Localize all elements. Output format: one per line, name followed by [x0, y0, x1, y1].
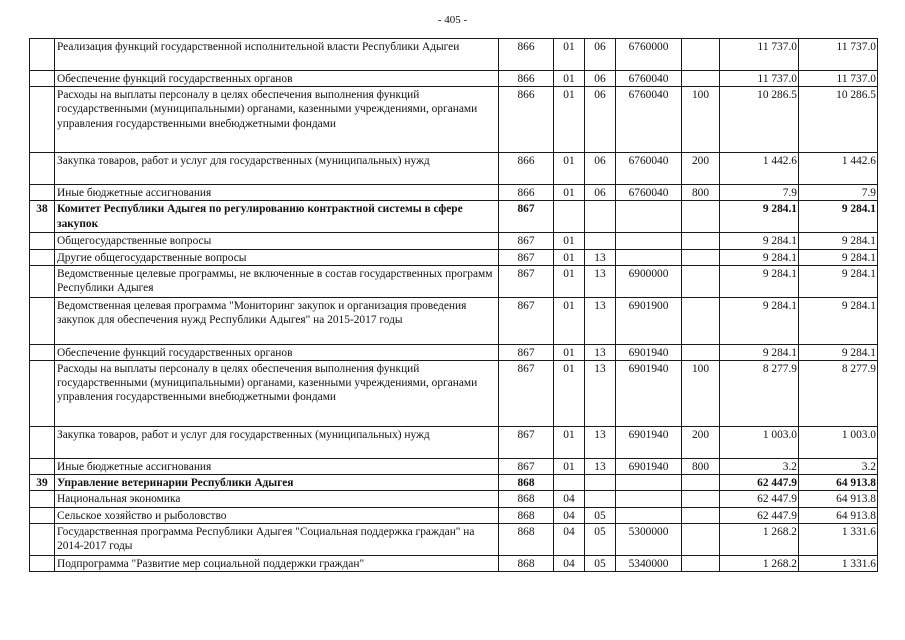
- cell-target-code: 6760040: [616, 153, 682, 185]
- cell-subsection-code: 13: [585, 427, 616, 459]
- cell-expense-type-code: 100: [682, 361, 720, 427]
- cell-sum-year-2: 1 331.6: [799, 523, 878, 555]
- cell-sum-year-2: 1 003.0: [799, 427, 878, 459]
- cell-subsection-code: 05: [585, 555, 616, 571]
- cell-target-code: 6760040: [616, 185, 682, 201]
- cell-subsection-code: 05: [585, 523, 616, 555]
- cell-subsection-code: 13: [585, 459, 616, 475]
- cell-ministry-code: 867: [499, 459, 554, 475]
- cell-number: [30, 39, 55, 71]
- table-row: [30, 233, 878, 249]
- cell-name: Ведомственные целевые программы, не включенные в состав государственных программ Республики Адыгея: [55, 265, 499, 297]
- cell-expense-type-code: 200: [682, 153, 720, 185]
- cell-name: Подпрограмма "Развитие мер социальной поддержки граждан": [55, 555, 499, 571]
- cell-subsection-code: [585, 475, 616, 491]
- cell-name: Закупка товаров, работ и услуг для государственных (муниципальных) нужд: [55, 153, 499, 185]
- cell-sum-year-1: 1 268.2: [720, 523, 799, 555]
- cell-target-code: [616, 491, 682, 507]
- cell-target-code: 6760000: [616, 39, 682, 71]
- cell-section-code: 04: [554, 555, 585, 571]
- cell-section-code: 04: [554, 507, 585, 523]
- cell-ministry-code: 866: [499, 39, 554, 71]
- cell-section-code: 04: [554, 491, 585, 507]
- cell-number: [30, 185, 55, 201]
- table-row: [30, 507, 878, 523]
- cell-sum-year-2: 9 284.1: [799, 297, 878, 344]
- cell-subsection-code: [585, 233, 616, 249]
- table-row: [30, 361, 878, 427]
- cell-subsection-code: 13: [585, 297, 616, 344]
- cell-name: Обеспечение функций государственных органов: [55, 344, 499, 360]
- cell-number: [30, 153, 55, 185]
- cell-sum-year-1: 1 268.2: [720, 555, 799, 571]
- table-row: [30, 185, 878, 201]
- cell-subsection-code: [585, 491, 616, 507]
- cell-subsection-code: 05: [585, 507, 616, 523]
- cell-sum-year-1: 1 003.0: [720, 427, 799, 459]
- cell-expense-type-code: [682, 475, 720, 491]
- cell-expense-type-code: [682, 555, 720, 571]
- cell-sum-year-2: 64 913.8: [799, 491, 878, 507]
- cell-ministry-code: 866: [499, 87, 554, 153]
- table-row: [30, 459, 878, 475]
- cell-expense-type-code: [682, 344, 720, 360]
- cell-number: 38: [30, 201, 55, 233]
- cell-name: Иные бюджетные ассигнования: [55, 459, 499, 475]
- cell-sum-year-2: 9 284.1: [799, 233, 878, 249]
- cell-number: [30, 507, 55, 523]
- cell-number: 39: [30, 475, 55, 491]
- cell-number: [30, 459, 55, 475]
- table-row: [30, 555, 878, 571]
- table-row: [30, 427, 878, 459]
- cell-sum-year-1: 11 737.0: [720, 71, 799, 87]
- cell-sum-year-2: 1 331.6: [799, 555, 878, 571]
- cell-number: [30, 344, 55, 360]
- cell-target-code: 6901900: [616, 297, 682, 344]
- cell-name: Управление ветеринарии Республики Адыгея: [55, 475, 499, 491]
- cell-ministry-code: 866: [499, 71, 554, 87]
- cell-subsection-code: [585, 201, 616, 233]
- cell-section-code: 01: [554, 265, 585, 297]
- cell-sum-year-2: 9 284.1: [799, 249, 878, 265]
- cell-sum-year-2: 7.9: [799, 185, 878, 201]
- cell-subsection-code: 06: [585, 87, 616, 153]
- cell-sum-year-1: 9 284.1: [720, 233, 799, 249]
- cell-ministry-code: 868: [499, 507, 554, 523]
- cell-number: [30, 265, 55, 297]
- cell-name: Иные бюджетные ассигнования: [55, 185, 499, 201]
- cell-subsection-code: 13: [585, 361, 616, 427]
- cell-subsection-code: 06: [585, 153, 616, 185]
- cell-target-code: [616, 475, 682, 491]
- cell-section-code: 01: [554, 361, 585, 427]
- cell-number: [30, 491, 55, 507]
- cell-subsection-code: 13: [585, 265, 616, 297]
- cell-name: Общегосударственные вопросы: [55, 233, 499, 249]
- cell-section-code: [554, 201, 585, 233]
- cell-section-code: 01: [554, 233, 585, 249]
- cell-name: Государственная программа Республики Адыгея "Социальная поддержка граждан" на 2014-2017 годы: [55, 523, 499, 555]
- cell-subsection-code: 06: [585, 185, 616, 201]
- cell-sum-year-2: 11 737.0: [799, 71, 878, 87]
- cell-target-code: [616, 201, 682, 233]
- cell-section-code: 01: [554, 344, 585, 360]
- cell-target-code: 5340000: [616, 555, 682, 571]
- cell-target-code: [616, 249, 682, 265]
- cell-sum-year-1: 1 442.6: [720, 153, 799, 185]
- cell-target-code: [616, 233, 682, 249]
- cell-name: Реализация функций государственной исполнительной власти Республики Адыгеи: [55, 39, 499, 71]
- cell-number: [30, 233, 55, 249]
- cell-expense-type-code: 200: [682, 427, 720, 459]
- cell-number: [30, 361, 55, 427]
- cell-subsection-code: 06: [585, 39, 616, 71]
- cell-sum-year-1: 9 284.1: [720, 297, 799, 344]
- cell-ministry-code: 867: [499, 201, 554, 233]
- cell-expense-type-code: [682, 71, 720, 87]
- table-body: [30, 39, 878, 572]
- cell-ministry-code: 866: [499, 185, 554, 201]
- cell-expense-type-code: 800: [682, 459, 720, 475]
- cell-sum-year-2: 9 284.1: [799, 201, 878, 233]
- cell-section-code: [554, 475, 585, 491]
- cell-sum-year-1: 3.2: [720, 459, 799, 475]
- table-row: [30, 297, 878, 344]
- table-row: [30, 523, 878, 555]
- cell-sum-year-1: 11 737.0: [720, 39, 799, 71]
- cell-sum-year-2: 8 277.9: [799, 361, 878, 427]
- table-row: [30, 153, 878, 185]
- cell-number: [30, 71, 55, 87]
- cell-sum-year-1: 10 286.5: [720, 87, 799, 153]
- cell-name: Закупка товаров, работ и услуг для государственных (муниципальных) нужд: [55, 427, 499, 459]
- cell-target-code: 6760040: [616, 71, 682, 87]
- cell-name: Расходы на выплаты персоналу в целях обеспечения выполнения функций государственными (муниципальными) органами, казенными учреждениями, органами управления государственными внебюджетными фондами: [55, 87, 499, 153]
- cell-section-code: 01: [554, 249, 585, 265]
- cell-sum-year-1: 9 284.1: [720, 344, 799, 360]
- cell-target-code: 6901940: [616, 344, 682, 360]
- cell-name: Другие общегосударственные вопросы: [55, 249, 499, 265]
- cell-target-code: [616, 507, 682, 523]
- cell-sum-year-1: 62 447.9: [720, 475, 799, 491]
- cell-expense-type-code: [682, 233, 720, 249]
- cell-expense-type-code: [682, 491, 720, 507]
- cell-ministry-code: 867: [499, 249, 554, 265]
- table-row: [30, 39, 878, 71]
- cell-sum-year-1: 9 284.1: [720, 265, 799, 297]
- cell-number: [30, 555, 55, 571]
- table-row: [30, 475, 878, 491]
- cell-name: Расходы на выплаты персоналу в целях обеспечения выполнения функций государственными (муниципальными) органами, казенными учреждениями, органами управления государственными внебюджетными фондами: [55, 361, 499, 427]
- cell-ministry-code: 868: [499, 555, 554, 571]
- cell-number: [30, 523, 55, 555]
- cell-number: [30, 297, 55, 344]
- table-row: [30, 201, 878, 233]
- cell-subsection-code: 13: [585, 344, 616, 360]
- cell-sum-year-1: 62 447.9: [720, 507, 799, 523]
- cell-section-code: 01: [554, 297, 585, 344]
- cell-sum-year-2: 9 284.1: [799, 265, 878, 297]
- cell-section-code: 01: [554, 71, 585, 87]
- cell-ministry-code: 867: [499, 297, 554, 344]
- table-row: [30, 344, 878, 360]
- cell-ministry-code: 868: [499, 523, 554, 555]
- cell-section-code: 01: [554, 153, 585, 185]
- cell-section-code: 01: [554, 459, 585, 475]
- table-row: [30, 265, 878, 297]
- cell-expense-type-code: 800: [682, 185, 720, 201]
- cell-number: [30, 87, 55, 153]
- cell-expense-type-code: [682, 39, 720, 71]
- cell-expense-type-code: 100: [682, 87, 720, 153]
- cell-name: Обеспечение функций государственных органов: [55, 71, 499, 87]
- cell-sum-year-1: 8 277.9: [720, 361, 799, 427]
- cell-sum-year-1: 7.9: [720, 185, 799, 201]
- page-number: - 405 -: [437, 14, 468, 26]
- cell-sum-year-1: 62 447.9: [720, 491, 799, 507]
- cell-sum-year-2: 11 737.0: [799, 39, 878, 71]
- cell-sum-year-2: 10 286.5: [799, 87, 878, 153]
- table-row: [30, 71, 878, 87]
- cell-expense-type-code: [682, 297, 720, 344]
- cell-section-code: 04: [554, 523, 585, 555]
- cell-name: Национальная экономика: [55, 491, 499, 507]
- cell-subsection-code: 06: [585, 71, 616, 87]
- cell-subsection-code: 13: [585, 249, 616, 265]
- cell-sum-year-2: 64 913.8: [799, 475, 878, 491]
- cell-section-code: 01: [554, 87, 585, 153]
- cell-ministry-code: 868: [499, 475, 554, 491]
- cell-expense-type-code: [682, 523, 720, 555]
- cell-ministry-code: 867: [499, 233, 554, 249]
- cell-sum-year-2: 1 442.6: [799, 153, 878, 185]
- cell-ministry-code: 867: [499, 265, 554, 297]
- cell-target-code: 6760040: [616, 87, 682, 153]
- cell-number: [30, 427, 55, 459]
- cell-expense-type-code: [682, 201, 720, 233]
- table-row: [30, 249, 878, 265]
- cell-expense-type-code: [682, 249, 720, 265]
- cell-name: Ведомственная целевая программа "Мониторинг закупок и организация проведения закупок для обеспечения нужд Республики Адыгея" на 2015-2017 годы: [55, 297, 499, 344]
- cell-ministry-code: 867: [499, 427, 554, 459]
- cell-name: Сельское хозяйство и рыболовство: [55, 507, 499, 523]
- cell-number: [30, 249, 55, 265]
- budget-table: [29, 38, 878, 572]
- cell-target-code: 6901940: [616, 459, 682, 475]
- cell-target-code: 6901940: [616, 361, 682, 427]
- table-row: [30, 491, 878, 507]
- cell-section-code: 01: [554, 185, 585, 201]
- cell-sum-year-2: 3.2: [799, 459, 878, 475]
- cell-target-code: 5300000: [616, 523, 682, 555]
- cell-ministry-code: 866: [499, 153, 554, 185]
- cell-sum-year-1: 9 284.1: [720, 249, 799, 265]
- cell-section-code: 01: [554, 39, 585, 71]
- cell-expense-type-code: [682, 265, 720, 297]
- cell-ministry-code: 867: [499, 361, 554, 427]
- cell-section-code: 01: [554, 427, 585, 459]
- cell-name: Комитет Республики Адыгея по регулированию контрактной системы в сфере закупок: [55, 201, 499, 233]
- table-row: [30, 87, 878, 153]
- cell-ministry-code: 867: [499, 344, 554, 360]
- cell-sum-year-2: 9 284.1: [799, 344, 878, 360]
- cell-target-code: 6901940: [616, 427, 682, 459]
- cell-sum-year-2: 64 913.8: [799, 507, 878, 523]
- cell-ministry-code: 868: [499, 491, 554, 507]
- cell-sum-year-1: 9 284.1: [720, 201, 799, 233]
- cell-target-code: 6900000: [616, 265, 682, 297]
- cell-expense-type-code: [682, 507, 720, 523]
